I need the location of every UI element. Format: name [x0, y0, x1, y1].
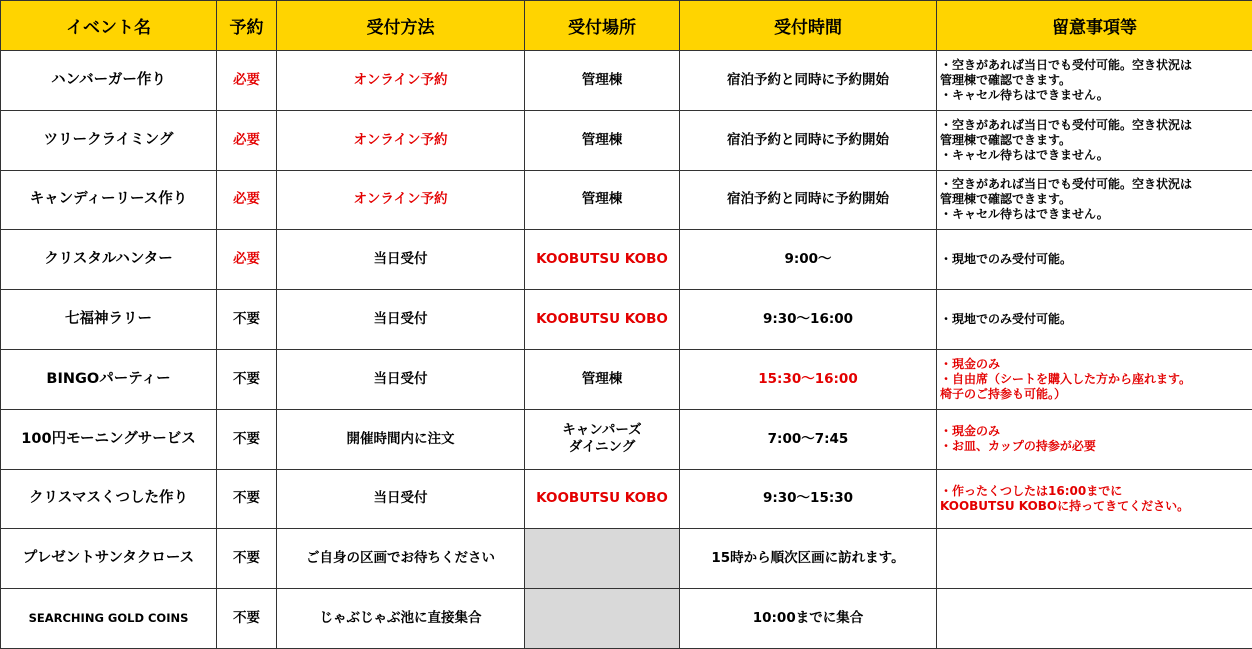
table-row — [1, 589, 1252, 649]
place-cell: 管理棟 — [525, 110, 680, 170]
method-cell: ご自身の区画でお待ちください — [277, 529, 525, 589]
note-line: ・キャセル待ちはできません。 — [940, 207, 1109, 222]
reservation-cell: 必要 — [217, 230, 277, 290]
reservation-cell: 不要 — [217, 349, 277, 409]
notes-cell — [937, 170, 1252, 230]
notes-cell — [937, 409, 1252, 469]
table-row — [1, 110, 1252, 170]
reservation-cell: 必要 — [217, 110, 277, 170]
event-name: BINGOパーティー — [1, 349, 217, 409]
event-name: 100円モーニングサービス — [1, 409, 217, 469]
note-line: ・自由席（シートを購入した方から座れます。 — [940, 371, 1192, 386]
note-line: ・空きがあれば当日でも受付可能。空き状況は — [940, 57, 1193, 72]
reservation-cell: 不要 — [217, 469, 277, 529]
place-line: キャンパーズ — [562, 422, 642, 439]
note-line: ・現金のみ — [940, 356, 1001, 371]
notes-cell — [937, 469, 1252, 529]
place-cell-empty — [525, 589, 680, 649]
event-name: ハンバーガー作り — [1, 51, 217, 111]
place-cell: KOOBUTSU KOBO — [525, 230, 680, 290]
note-line: ・現地でのみ受付可能。 — [940, 312, 1073, 327]
method-cell: オンライン予約 — [277, 51, 525, 111]
notes-cell — [937, 51, 1252, 111]
header-row — [1, 1, 1252, 51]
event-name: キャンディーリース作り — [1, 170, 217, 230]
notes-cell-empty — [937, 529, 1252, 589]
event-name: 七福神ラリー — [1, 290, 217, 350]
notes-cell — [937, 110, 1252, 170]
note-line: KOOBUTSU KOBOに持ってきてください。 — [940, 498, 1190, 513]
note-line: 椅子のご持参も可能。） — [940, 386, 1067, 401]
header-reception-method: 受付方法 — [277, 1, 525, 51]
method-cell: 当日受付 — [277, 230, 525, 290]
method-cell: じゃぶじゃぶ池に直接集合 — [277, 589, 525, 649]
time-cell: 9:30〜16:00 — [680, 290, 937, 350]
notes-cell — [937, 290, 1252, 350]
note-line: ・現金のみ — [940, 424, 1001, 439]
reservation-cell: 必要 — [217, 51, 277, 111]
header-reception-place: 受付場所 — [525, 1, 680, 51]
table-row — [1, 290, 1252, 350]
place-cell: KOOBUTSU KOBO — [525, 290, 680, 350]
time-cell: 宿泊予約と同時に予約開始 — [680, 110, 937, 170]
notes-cell-empty — [937, 589, 1252, 649]
header-reception-time: 受付時間 — [680, 1, 937, 51]
reservation-cell: 不要 — [217, 589, 277, 649]
method-cell: オンライン予約 — [277, 110, 525, 170]
table-row — [1, 529, 1252, 589]
time-cell: 15時から順次区画に訪れます。 — [680, 529, 937, 589]
place-cell-empty — [525, 529, 680, 589]
reservation-cell: 不要 — [217, 529, 277, 589]
method-cell: 当日受付 — [277, 469, 525, 529]
event-name: クリスマスくつした作り — [1, 469, 217, 529]
time-cell: 15:30〜16:00 — [680, 349, 937, 409]
place-cell: 管理棟 — [525, 170, 680, 230]
event-name: プレゼントサンタクロース — [1, 529, 217, 589]
method-cell: 当日受付 — [277, 349, 525, 409]
table-row — [1, 469, 1252, 529]
reservation-cell: 不要 — [217, 409, 277, 469]
note-line: 管理棟で確認できます。 — [940, 132, 1072, 147]
header-event-name: イベント名 — [1, 1, 217, 51]
note-line: ・空きがあれば当日でも受付可能。空き状況は — [940, 117, 1193, 132]
table-row — [1, 51, 1252, 111]
place-cell: 管理棟 — [525, 349, 680, 409]
note-line: ・現地でのみ受付可能。 — [940, 252, 1073, 267]
note-line: ・お皿、カップの持参が必要 — [940, 439, 1096, 454]
method-cell: 開催時間内に注文 — [277, 409, 525, 469]
note-line: ・作ったくつしたは16:00までに — [940, 483, 1123, 498]
event-name: クリスタルハンター — [1, 230, 217, 290]
time-cell: 9:30〜15:30 — [680, 469, 937, 529]
time-cell: 9:00〜 — [680, 230, 937, 290]
time-cell: 7:00〜7:45 — [680, 409, 937, 469]
event-name: ツリークライミング — [1, 110, 217, 170]
note-line: ・キャセル待ちはできません。 — [940, 87, 1109, 102]
event-name: SEARCHING GOLD COINS — [1, 589, 217, 649]
time-cell: 10:00までに集合 — [680, 589, 937, 649]
table-row — [1, 349, 1252, 409]
reservation-cell: 不要 — [217, 290, 277, 350]
header-reservation: 予約 — [217, 1, 277, 51]
method-cell: 当日受付 — [277, 290, 525, 350]
table-row — [1, 409, 1252, 469]
place-cell: 管理棟 — [525, 51, 680, 111]
note-line: ・空きがあれば当日でも受付可能。空き状況は — [940, 177, 1193, 192]
note-line: 管理棟で確認できます。 — [940, 72, 1072, 87]
notes-cell — [937, 230, 1252, 290]
method-cell: オンライン予約 — [277, 170, 525, 230]
table-row — [1, 230, 1252, 290]
table-row — [1, 170, 1252, 230]
place-cell — [525, 409, 680, 469]
time-cell: 宿泊予約と同時に予約開始 — [680, 51, 937, 111]
notes-cell — [937, 349, 1252, 409]
note-line: 管理棟で確認できます。 — [940, 192, 1072, 207]
time-cell: 宿泊予約と同時に予約開始 — [680, 170, 937, 230]
place-line: ダイニング — [568, 439, 636, 456]
reservation-cell: 必要 — [217, 170, 277, 230]
place-cell: KOOBUTSU KOBO — [525, 469, 680, 529]
note-line: ・キャセル待ちはできません。 — [940, 147, 1109, 162]
header-notes: 留意事項等 — [937, 1, 1252, 51]
